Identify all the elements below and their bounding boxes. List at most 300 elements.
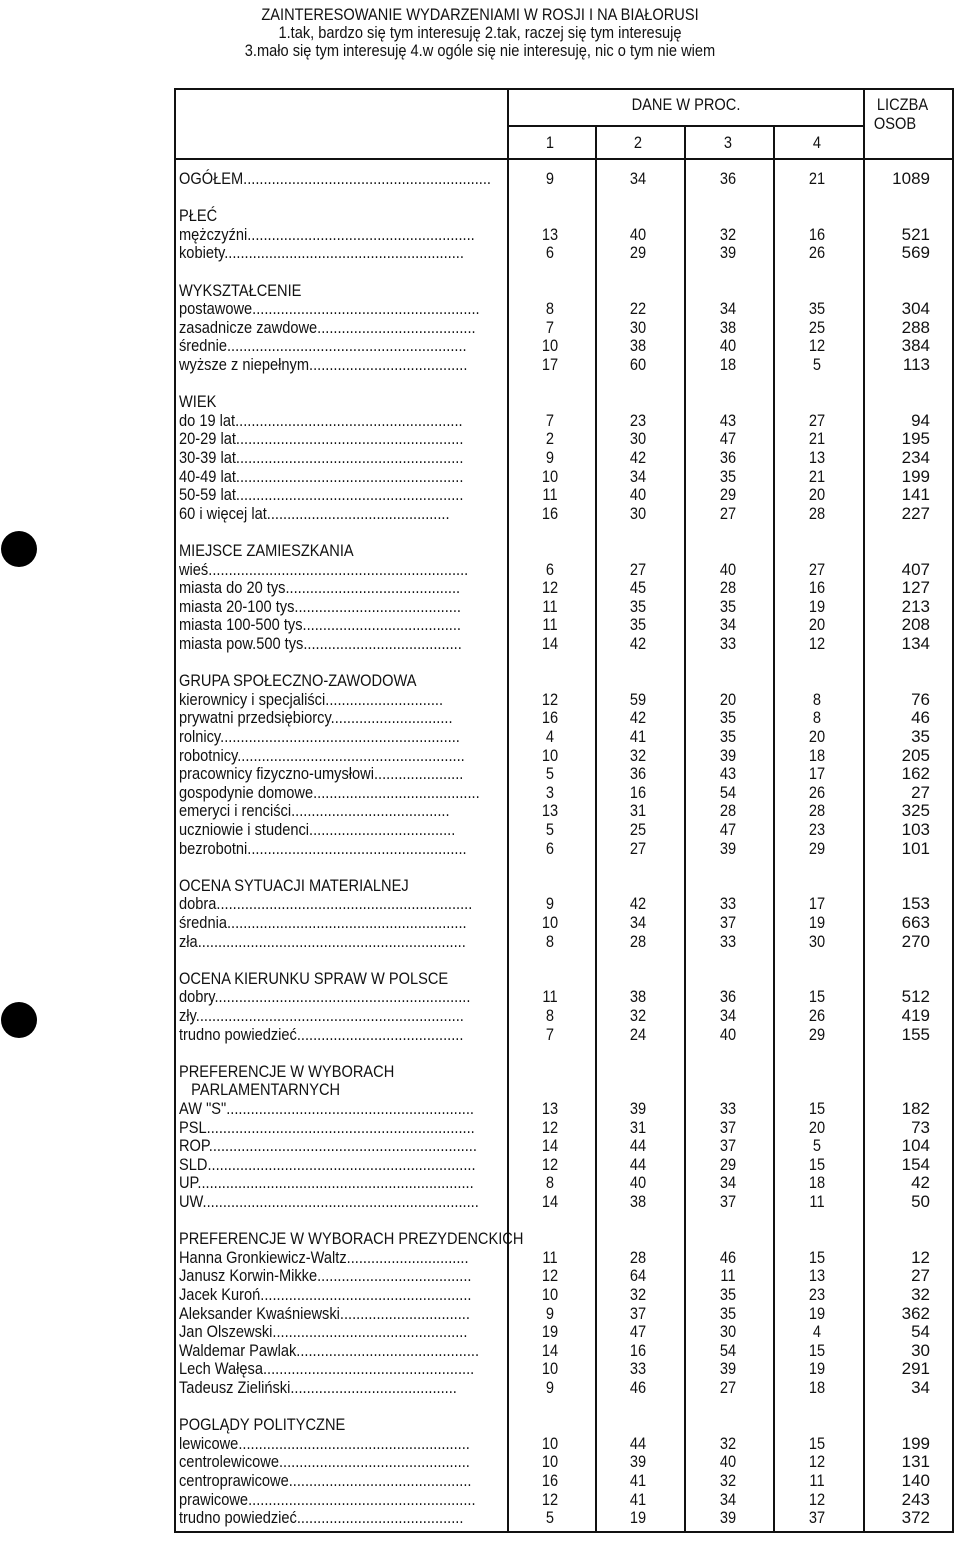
cell-col-4: 21 xyxy=(808,429,826,449)
cell-col-1: 9 xyxy=(545,894,555,914)
cell-col-1: 8 xyxy=(545,931,555,951)
cell-col-1: 9 xyxy=(545,1378,555,1397)
row-label: AW "S"............................................................. xyxy=(179,1099,474,1118)
cell-col-3: 32 xyxy=(719,224,737,244)
row-label: SLD.................................................................. xyxy=(179,1154,476,1174)
row-label: gospodynie domowe......................................... xyxy=(179,782,480,802)
header-divider xyxy=(174,158,954,160)
dot-leader: .................................... xyxy=(309,820,456,839)
cell-col-4: 8 xyxy=(812,689,822,709)
cell-count: 131 xyxy=(901,1452,930,1472)
cell-col-4: 11 xyxy=(809,1192,825,1211)
cell-count: 205 xyxy=(901,745,930,765)
dot-leader: ....................................... xyxy=(303,634,462,653)
cell-count: 127 xyxy=(901,578,930,598)
cell-col-1: 10 xyxy=(541,1285,559,1304)
binder-hole xyxy=(1,1002,37,1038)
dot-leader: ....................................... xyxy=(309,355,468,374)
cell-col-4: 16 xyxy=(808,224,826,244)
cell-count: 199 xyxy=(901,1433,930,1453)
cell-col-3: 38 xyxy=(719,317,737,337)
cell-col-2: 22 xyxy=(629,299,647,319)
cell-col-3: 27 xyxy=(719,503,737,523)
cell-count: 304 xyxy=(901,299,930,319)
cell-col-3: 35 xyxy=(719,466,737,486)
dot-leader: ........................................................ xyxy=(235,448,464,467)
cell-col-1: 12 xyxy=(541,1489,559,1509)
cell-col-4: 12 xyxy=(808,1452,826,1472)
cell-col-1: 17 xyxy=(541,355,559,374)
cell-col-3: 40 xyxy=(719,1452,737,1472)
dot-leader: ............................................. xyxy=(266,503,450,523)
cell-col-2: 42 xyxy=(629,894,647,914)
row-label: trudno powiedzieć......................................... xyxy=(179,1508,464,1528)
cell-col-1: 10 xyxy=(541,466,559,486)
cell-count: 270 xyxy=(901,931,930,951)
cell-count: 234 xyxy=(901,448,930,467)
cell-col-4: 26 xyxy=(808,1006,826,1025)
dot-leader: ........................................................ xyxy=(235,410,463,430)
row-label: Lech Wałęsa.................................................... xyxy=(179,1359,475,1379)
page-title xyxy=(67,6,893,60)
cell-col-4: 28 xyxy=(808,801,826,821)
cell-col-4: 12 xyxy=(808,634,826,653)
cell-col-3: 30 xyxy=(719,1322,737,1342)
dot-leader: ...................................... xyxy=(317,1266,472,1286)
row-label: robotnicy........................................................ xyxy=(179,745,465,765)
cell-col-3: 18 xyxy=(719,355,737,374)
dot-leader: .............................. xyxy=(330,708,453,728)
row-label: wyższe z niepełnym....................................... xyxy=(179,355,468,374)
cell-col-4: 23 xyxy=(808,820,826,839)
cell-col-4: 5 xyxy=(812,355,822,374)
cell-col-3: 37 xyxy=(719,1136,737,1156)
cell-col-4: 30 xyxy=(808,931,826,951)
cell-col-2: 31 xyxy=(629,1117,647,1137)
cell-col-3: 47 xyxy=(719,429,737,449)
binder-hole xyxy=(1,531,37,567)
dot-leader: .................................................................... xyxy=(197,1173,474,1193)
section-heading: POGLĄDY POLITYCZNE xyxy=(179,1415,346,1435)
dot-leader: ........................................................ xyxy=(247,224,475,244)
cell-count: 195 xyxy=(901,429,930,449)
cell-col-2: 40 xyxy=(629,224,647,244)
cell-col-2: 16 xyxy=(629,782,647,802)
cell-col-4: 15 xyxy=(808,987,826,1007)
cell-count: 153 xyxy=(901,894,930,914)
cell-count: 288 xyxy=(901,317,930,337)
cell-col-4: 16 xyxy=(808,578,826,598)
dot-leader: ........................................................ xyxy=(248,1489,476,1509)
dot-leader: .................................................................. xyxy=(207,1154,476,1174)
cell-col-3: 33 xyxy=(719,1099,737,1118)
cell-count: 208 xyxy=(901,615,930,635)
cell-count: 162 xyxy=(901,764,930,784)
dot-leader: .............................. xyxy=(346,1247,469,1267)
cell-col-2: 28 xyxy=(629,1247,647,1267)
header-col-2: 2 xyxy=(633,133,643,152)
cell-count: 50 xyxy=(911,1192,930,1211)
cell-col-4: 37 xyxy=(808,1508,826,1528)
cell-col-1: 10 xyxy=(541,1452,559,1472)
cell-col-1: 9 xyxy=(545,169,555,188)
cell-col-3: 43 xyxy=(719,410,737,430)
cell-col-2: 39 xyxy=(629,1452,647,1472)
header-col-1: 1 xyxy=(545,133,555,152)
cell-col-4: 5 xyxy=(812,1136,822,1156)
cell-col-4: 17 xyxy=(808,764,826,784)
cell-col-4: 12 xyxy=(808,336,826,356)
cell-col-3: 11 xyxy=(720,1266,736,1286)
cell-col-1: 14 xyxy=(541,634,559,653)
cell-col-4: 20 xyxy=(808,615,826,635)
cell-count: 140 xyxy=(901,1471,930,1490)
cell-col-1: 10 xyxy=(541,913,559,932)
row-label: prawicowe........................................................ xyxy=(179,1489,476,1509)
cell-col-2: 39 xyxy=(629,1099,647,1118)
cell-col-1: 8 xyxy=(545,1173,555,1193)
row-label: OGÓŁEM............................................................. xyxy=(179,169,491,188)
cell-col-4: 15 xyxy=(808,1433,826,1453)
cell-col-3: 20 xyxy=(719,689,737,709)
cell-col-1: 13 xyxy=(541,801,559,821)
cell-col-2: 45 xyxy=(629,578,647,598)
cell-count: 663 xyxy=(901,913,930,932)
cell-col-2: 35 xyxy=(629,615,647,635)
cell-col-4: 25 xyxy=(808,317,826,337)
section-heading: OCENA SYTUACJI MATERIALNEJ xyxy=(179,875,409,895)
cell-col-4: 35 xyxy=(808,299,826,319)
cell-col-3: 36 xyxy=(719,448,737,467)
row-label: 50-59 lat........................................................ xyxy=(179,485,464,505)
cell-col-3: 34 xyxy=(719,1489,737,1509)
section-heading: MIEJSCE ZAMIESZKANIA xyxy=(179,541,354,560)
dot-leader: .................................................... xyxy=(262,1359,475,1379)
cell-col-1: 11 xyxy=(542,615,558,635)
title-line: 3.mało się tym interesuję 4.w ogóle się nie interesuję, nic o tym nie wiem xyxy=(244,41,716,60)
cell-col-2: 19 xyxy=(629,1508,647,1528)
section-heading: WIEK xyxy=(179,392,217,412)
row-label: zły.................................................................. xyxy=(179,1006,464,1025)
dot-leader: ........................................................... xyxy=(224,243,464,263)
cell-col-4: 20 xyxy=(808,727,826,746)
cell-col-3: 32 xyxy=(719,1471,737,1490)
cell-count: 384 xyxy=(901,336,930,356)
cell-col-2: 24 xyxy=(629,1024,647,1044)
row-label: UP.................................................................... xyxy=(179,1173,474,1193)
cell-col-2: 34 xyxy=(629,466,647,486)
cell-count: 76 xyxy=(911,689,930,709)
cell-col-1: 14 xyxy=(541,1136,559,1156)
cell-col-4: 18 xyxy=(808,1173,826,1193)
cell-col-3: 39 xyxy=(719,1508,737,1528)
cell-col-2: 41 xyxy=(629,727,647,746)
cell-col-4: 19 xyxy=(808,913,826,932)
dot-leader: ........................................................... xyxy=(226,913,467,932)
cell-col-1: 11 xyxy=(542,1247,558,1267)
cell-col-1: 13 xyxy=(541,224,559,244)
row-label: uczniowie i studenci.................................... xyxy=(179,820,456,839)
cell-col-4: 23 xyxy=(808,1285,826,1304)
cell-count: 199 xyxy=(901,466,930,486)
dot-leader: .................................................................. xyxy=(197,931,466,951)
cell-count: 113 xyxy=(902,355,930,374)
cell-col-2: 38 xyxy=(629,987,647,1007)
cell-col-1: 11 xyxy=(542,485,558,505)
dot-leader: ................................................................ xyxy=(208,559,469,579)
cell-col-3: 34 xyxy=(719,1006,737,1025)
cell-col-4: 26 xyxy=(808,243,826,263)
cell-col-2: 38 xyxy=(629,1192,647,1211)
cell-col-3: 28 xyxy=(719,801,737,821)
cell-col-3: 40 xyxy=(719,336,737,356)
section-heading: GRUPA SPOŁECZNO-ZAWODOWA xyxy=(179,671,417,691)
cell-count: 325 xyxy=(901,801,930,821)
cell-col-4: 28 xyxy=(808,503,826,523)
section-heading: PREFERENCJE W WYBORACH PREZYDENCKICH xyxy=(179,1229,524,1249)
cell-col-2: 46 xyxy=(629,1378,647,1397)
cell-count: 134 xyxy=(901,634,930,653)
cell-count: 73 xyxy=(911,1117,930,1137)
row-label: zła.................................................................. xyxy=(179,931,466,951)
cell-count: 34 xyxy=(911,1378,930,1397)
dot-leader: .................................................... xyxy=(260,1285,472,1304)
cell-count: 372 xyxy=(901,1508,930,1528)
dot-leader: ....................................... xyxy=(317,317,476,337)
cell-col-2: 44 xyxy=(629,1433,647,1453)
cell-col-2: 47 xyxy=(629,1322,647,1342)
cell-count: 419 xyxy=(901,1006,930,1025)
cell-col-2: 40 xyxy=(629,485,647,505)
cell-col-3: 39 xyxy=(719,745,737,765)
row-label: średnie........................................................... xyxy=(179,336,467,356)
dot-leader: ........................................... xyxy=(285,578,461,598)
cell-col-3: 40 xyxy=(719,1024,737,1044)
row-label: centroprawicowe............................................. xyxy=(179,1471,472,1490)
cell-count: 569 xyxy=(901,243,930,263)
cell-col-1: 14 xyxy=(541,1192,559,1211)
cell-count: 291 xyxy=(901,1359,930,1379)
cell-col-3: 33 xyxy=(719,894,737,914)
cell-col-3: 35 xyxy=(719,1303,737,1323)
cell-col-3: 36 xyxy=(719,987,737,1007)
cell-col-1: 12 xyxy=(541,689,559,709)
section-heading: PŁEĆ xyxy=(179,206,218,226)
row-label: kierownicy i specjaliści............................. xyxy=(179,689,444,709)
cell-col-3: 35 xyxy=(719,596,737,616)
cell-col-1: 10 xyxy=(541,336,559,356)
row-label: średnia........................................................... xyxy=(179,913,467,932)
cell-col-2: 60 xyxy=(629,355,647,374)
dot-leader: ................................ xyxy=(339,1303,470,1323)
cell-count: 512 xyxy=(901,987,930,1007)
cell-col-2: 32 xyxy=(629,1285,647,1304)
row-label: miasta 20-100 tys......................................... xyxy=(179,596,461,616)
cell-col-1: 6 xyxy=(545,838,555,858)
cell-col-3: 54 xyxy=(719,782,737,802)
cell-col-3: 33 xyxy=(719,931,737,951)
dot-leader: ........................................................ xyxy=(237,745,465,765)
cell-col-4: 20 xyxy=(808,485,826,505)
cell-col-3: 36 xyxy=(719,169,737,188)
cell-col-3: 47 xyxy=(719,820,737,839)
cell-col-3: 39 xyxy=(719,243,737,263)
cell-col-2: 34 xyxy=(629,913,647,932)
dot-leader: ............................................. xyxy=(296,1340,480,1360)
row-label: prywatni przedsiębiorcy.............................. xyxy=(179,708,453,728)
cell-col-3: 54 xyxy=(719,1340,737,1360)
cell-col-4: 8 xyxy=(812,708,822,728)
column-divider xyxy=(507,88,509,1533)
cell-count: 213 xyxy=(901,596,930,616)
cell-col-4: 29 xyxy=(808,838,826,858)
row-label: rolnicy........................................................... xyxy=(179,727,460,746)
cell-col-4: 19 xyxy=(808,1303,826,1323)
cell-count: 94 xyxy=(911,410,930,430)
row-label: PSL.................................................................. xyxy=(179,1117,475,1137)
dot-leader: ......................................................... xyxy=(238,1433,470,1453)
cell-count: 362 xyxy=(901,1303,930,1323)
cell-col-2: 23 xyxy=(629,410,647,430)
cell-col-2: 38 xyxy=(629,336,647,356)
cell-col-3: 28 xyxy=(719,578,737,598)
cell-col-3: 37 xyxy=(719,1192,737,1211)
cell-col-2: 44 xyxy=(629,1154,647,1174)
cell-col-3: 39 xyxy=(719,1359,737,1379)
cell-count: 104 xyxy=(901,1136,930,1156)
cell-col-3: 29 xyxy=(719,1154,737,1174)
cell-col-2: 27 xyxy=(629,559,647,579)
cell-col-2: 30 xyxy=(629,429,647,449)
cell-col-3: 29 xyxy=(719,485,737,505)
cell-col-2: 41 xyxy=(629,1489,647,1509)
row-label: dobry............................................................... xyxy=(179,987,471,1007)
cell-count: 243 xyxy=(901,1489,930,1509)
cell-col-1: 16 xyxy=(541,1471,559,1490)
header-col-3: 3 xyxy=(723,133,733,152)
cell-col-2: 40 xyxy=(629,1173,647,1193)
cell-col-4: 19 xyxy=(808,596,826,616)
title-line: ZAINTERESOWANIE WYDARZENIAMI W ROSJI I NA BIAŁORUSI xyxy=(261,5,699,24)
cell-col-2: 33 xyxy=(629,1359,647,1379)
cell-col-1: 11 xyxy=(542,987,558,1007)
row-label: trudno powiedzieć......................................... xyxy=(179,1024,464,1044)
cell-col-3: 43 xyxy=(719,764,737,784)
cell-col-2: 42 xyxy=(629,708,647,728)
cell-col-1: 5 xyxy=(545,820,555,839)
cell-col-1: 5 xyxy=(545,1508,555,1528)
cell-col-4: 26 xyxy=(808,782,826,802)
cell-col-1: 8 xyxy=(545,299,555,319)
cell-col-2: 41 xyxy=(629,1471,647,1490)
cell-count: 54 xyxy=(911,1322,930,1342)
cell-col-3: 35 xyxy=(719,1285,737,1304)
row-label: wieś................................................................ xyxy=(179,559,469,579)
row-label: 30-39 lat........................................................ xyxy=(179,448,464,467)
title-line: 1.tak, bardzo się tym interesuję 2.tak, raczej się tym interesuję xyxy=(278,23,682,42)
row-label: emeryci i renciści....................................... xyxy=(179,801,450,821)
row-label: bezrobotni...................................................... xyxy=(179,838,467,858)
dot-leader: ................................................ xyxy=(272,1322,468,1342)
cell-col-2: 64 xyxy=(629,1266,647,1286)
cell-col-1: 7 xyxy=(545,317,555,337)
row-label: ROP.................................................................. xyxy=(179,1136,477,1156)
cell-count: 521 xyxy=(901,224,930,244)
cell-col-4: 19 xyxy=(808,1359,826,1379)
cell-count: 154 xyxy=(901,1154,930,1174)
cell-col-3: 34 xyxy=(719,299,737,319)
cell-count: 101 xyxy=(901,838,930,858)
cell-col-3: 32 xyxy=(719,1433,737,1453)
cell-col-2: 59 xyxy=(629,689,647,709)
cell-col-2: 29 xyxy=(629,243,647,263)
cell-col-1: 12 xyxy=(541,578,559,598)
dot-leader: ......................................... xyxy=(290,1378,457,1397)
row-label: Jan Olszewski................................................ xyxy=(179,1322,468,1342)
cell-col-1: 13 xyxy=(541,1099,559,1118)
section-heading: WYKSZTAŁCENIE xyxy=(179,280,302,300)
cell-col-3: 33 xyxy=(719,634,737,653)
cell-col-1: 10 xyxy=(541,1433,559,1453)
row-label: Hanna Gronkiewicz-Waltz.............................. xyxy=(179,1247,469,1267)
cell-col-2: 28 xyxy=(629,931,647,951)
cell-col-2: 42 xyxy=(629,634,647,653)
row-label: mężczyźni........................................................ xyxy=(179,224,475,244)
cell-col-1: 7 xyxy=(545,410,555,430)
cell-col-1: 9 xyxy=(545,1303,555,1323)
dot-leader: ........................................................ xyxy=(235,429,464,449)
dot-leader: ......................................... xyxy=(313,782,480,802)
dot-leader: .................................................................. xyxy=(195,1006,464,1025)
cell-col-4: 15 xyxy=(808,1247,826,1267)
cell-col-1: 8 xyxy=(545,1006,555,1025)
cell-count: 407 xyxy=(901,559,930,579)
cell-count: 30 xyxy=(911,1340,930,1360)
cell-col-3: 35 xyxy=(719,727,737,746)
cell-col-4: 27 xyxy=(808,559,826,579)
cell-col-1: 9 xyxy=(545,448,555,467)
dot-leader: ......................................... xyxy=(294,596,461,616)
row-label: Tadeusz Zieliński......................................... xyxy=(179,1378,457,1397)
row-label: zasadnicze zawdowe....................................... xyxy=(179,317,476,337)
cell-col-4: 18 xyxy=(808,745,826,765)
cell-col-3: 34 xyxy=(719,1173,737,1193)
cell-col-4: 21 xyxy=(808,169,826,188)
cell-col-4: 29 xyxy=(808,1024,826,1044)
dot-leader: ............................................................... xyxy=(216,894,473,914)
section-heading: PREFERENCJE W WYBORACH xyxy=(179,1061,395,1081)
cell-col-1: 19 xyxy=(541,1322,559,1342)
cell-col-4: 18 xyxy=(808,1378,826,1397)
row-label: 20-29 lat........................................................ xyxy=(179,429,464,449)
dot-leader: ......................................... xyxy=(296,1024,464,1044)
row-label: postawowe........................................................ xyxy=(179,299,480,319)
cell-count: 182 xyxy=(901,1099,930,1118)
cell-col-3: 39 xyxy=(719,838,737,858)
dot-leader: ........................................................ xyxy=(235,485,464,505)
row-label: 40-49 lat........................................................ xyxy=(179,466,464,486)
cell-col-3: 46 xyxy=(719,1247,737,1267)
row-label: UW.................................................................... xyxy=(179,1192,479,1211)
cell-col-4: 4 xyxy=(812,1322,822,1342)
cell-col-2: 35 xyxy=(629,596,647,616)
row-label: pracownicy fizyczno-umysłowi...................... xyxy=(179,764,464,784)
column-divider xyxy=(773,126,775,1533)
cell-col-4: 13 xyxy=(808,1266,826,1286)
cell-count: 1089 xyxy=(892,169,930,188)
cell-col-2: 34 xyxy=(629,169,647,188)
cell-col-1: 12 xyxy=(541,1117,559,1137)
